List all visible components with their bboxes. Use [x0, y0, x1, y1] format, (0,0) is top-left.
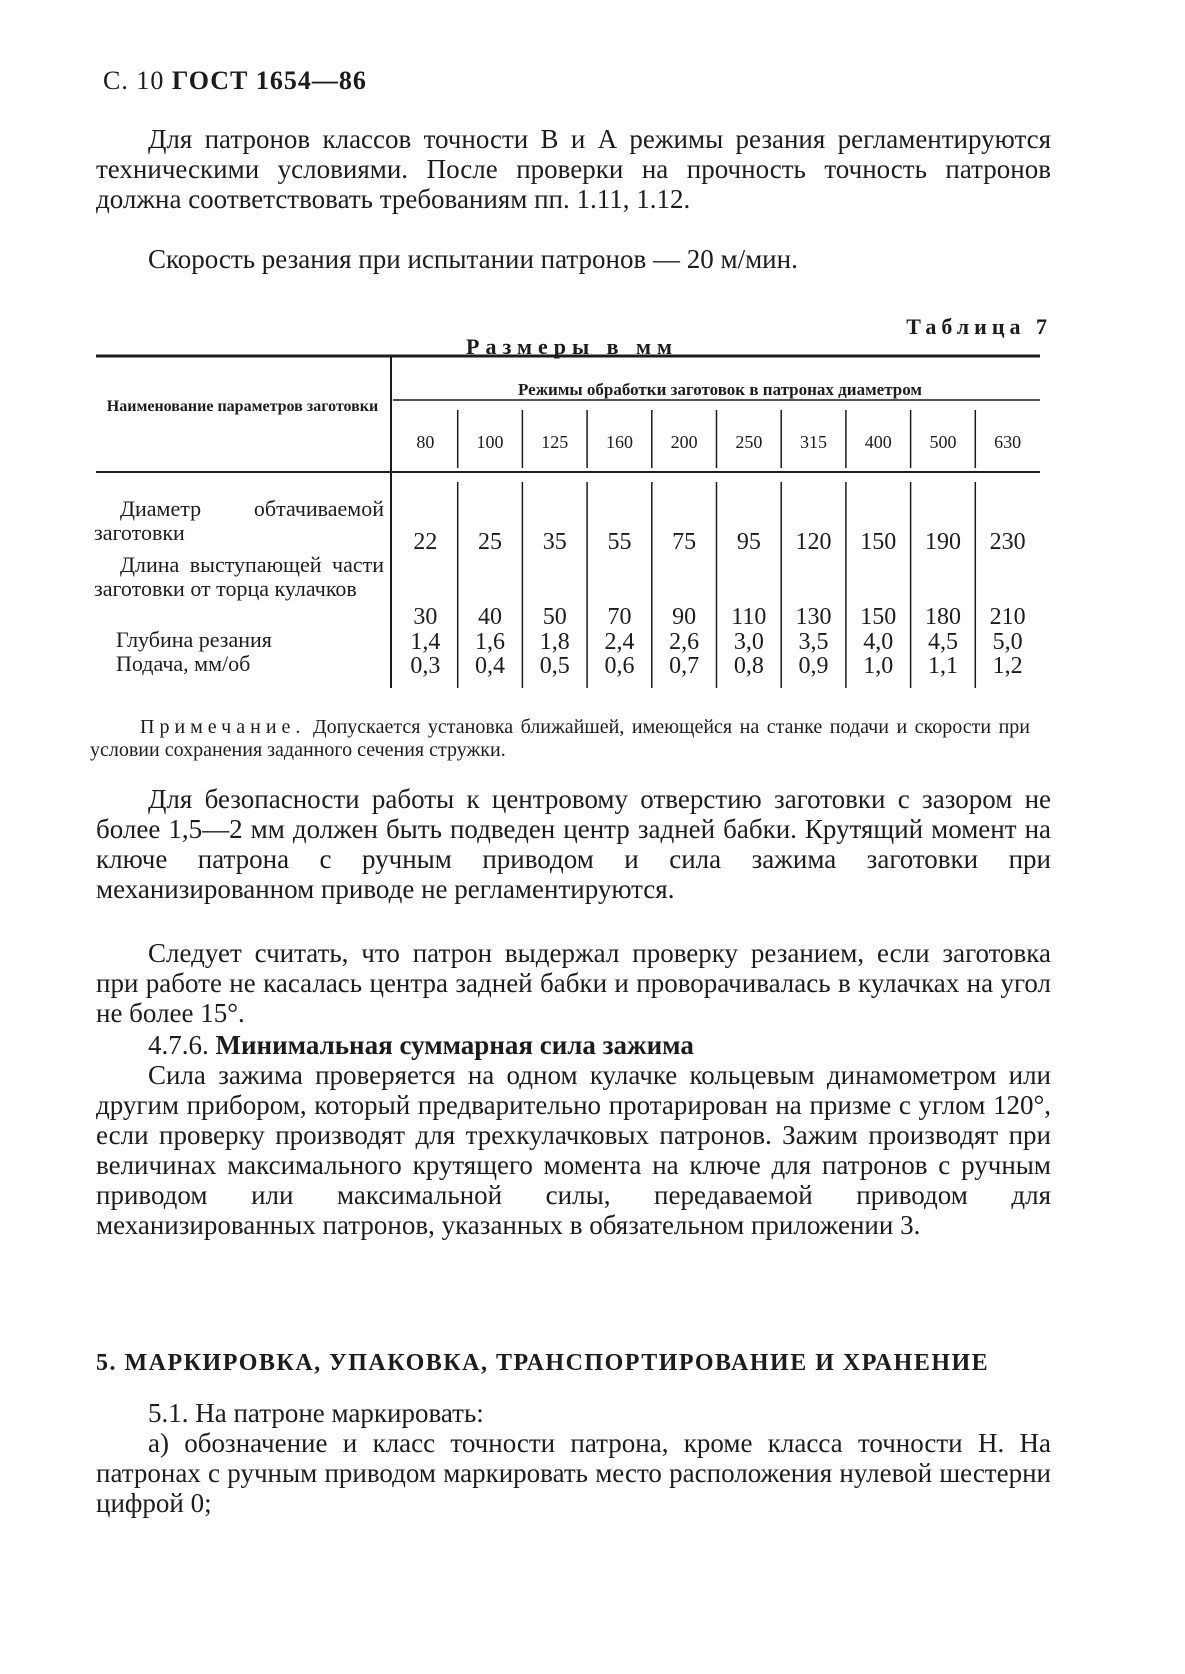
note-text: Допускается установка ближайшей, имеющейся на станке подачи и скорости при условии сохранения заданного сечения стружки.: [90, 716, 1030, 761]
cell-feed-250: 0,8: [733, 653, 764, 679]
cell-feed-400: 1,0: [863, 653, 894, 679]
cell-diameter-160: 55: [607, 529, 632, 555]
page-number: С. 10: [103, 66, 165, 95]
table-group-header: Режимы обработки заготовок в патронах диаметром: [518, 380, 922, 399]
row-label-length: Длина выступающей части заготовки от торца кулачков: [94, 552, 384, 601]
cell-length-100: 40: [478, 604, 503, 630]
row-label-depth: Глубина резания: [116, 627, 272, 652]
row-label-feed: Подача, мм/об: [116, 651, 251, 676]
diameter-header-315: 315: [800, 432, 828, 452]
cell-diameter-315: 120: [795, 529, 832, 555]
diameter-header-400: 400: [864, 432, 892, 452]
cell-length-315: 130: [795, 604, 832, 630]
cell-feed-160: 0,6: [604, 653, 635, 679]
row-label-diameter: Диаметр обтачиваемой заготовки: [94, 496, 384, 545]
diameter-header-200: 200: [670, 432, 698, 452]
cell-diameter-630: 230: [989, 529, 1026, 555]
paragraph-5-1: 5.1. На патроне маркировать:: [148, 1398, 484, 1428]
note-title: Примечание.: [140, 716, 306, 738]
cell-length-125: 50: [542, 604, 567, 630]
subsection-number: 4.7.6.: [148, 1030, 209, 1060]
diameter-header-160: 160: [605, 432, 633, 452]
standard-code: ГОСТ 1654—86: [171, 66, 367, 95]
cell-depth-200: 2,6: [669, 629, 700, 655]
cell-diameter-250: 95: [736, 529, 761, 555]
cell-diameter-80: 22: [413, 529, 438, 555]
cell-depth-125: 1,8: [539, 629, 570, 655]
cell-length-200: 90: [672, 604, 697, 630]
diameter-header-250: 250: [735, 432, 763, 452]
cell-feed-80: 0,3: [410, 653, 441, 679]
cell-length-160: 70: [607, 604, 632, 630]
cell-diameter-200: 75: [672, 529, 697, 555]
cell-depth-500: 4,5: [927, 629, 958, 655]
diameter-header-125: 125: [541, 432, 569, 452]
cell-feed-125: 0,5: [539, 653, 570, 679]
table-note: [90, 716, 1030, 762]
cell-feed-630: 1,2: [992, 653, 1023, 679]
cell-depth-80: 1,4: [410, 629, 441, 655]
subsection-title: Минимальная суммарная сила зажима: [215, 1030, 694, 1060]
paragraph-clamping-force: Сила зажима проверяется на одном кулачке кольцевым динамометром или другим прибором, который предварительно протарирован на призме с углом 120°, если проверку производят для трехкулачковых патронов. Зажим производят при величинах максимального крутящего момента на ключе для патронов с ручным приводом или максимальной силы, передаваемой приводом для механизированных патронов, указанных в обязательном приложении 3.: [96, 1060, 1051, 1240]
subsection-4-7-6: [96, 1030, 1051, 1060]
section-5-title: 5. МАРКИРОВКА, УПАКОВКА, ТРАНСПОРТИРОВАНИЕ И ХРАНЕНИЕ: [96, 1350, 990, 1376]
cell-length-80: 30: [413, 604, 438, 630]
paragraph-5-1-a: а) обозначение и класс точности патрона, кроме класса точности Н. На патронах с ручным приводом маркировать место расположения нулевой шестерни цифрой 0;: [96, 1428, 1051, 1518]
diameter-header-630: 630: [994, 432, 1022, 452]
cell-feed-500: 1,1: [927, 653, 958, 679]
diameter-header-80: 80: [416, 432, 435, 452]
table-param-header: Наименование параметров заготовки: [106, 398, 379, 415]
cell-depth-315: 3,5: [798, 629, 829, 655]
paragraph-accuracy-classes: Для патронов классов точности В и А режимы резания регламентируются техническими условиями. После проверки на прочность точность патронов должна соответствовать требованиям пп. 1.11, 1.12.: [96, 124, 1051, 214]
cell-length-400: 150: [860, 604, 897, 630]
diameter-header-100: 100: [476, 432, 504, 452]
cell-diameter-400: 150: [860, 529, 897, 555]
cell-length-250: 110: [731, 604, 767, 630]
table-caption: Таблица 7: [906, 314, 1052, 339]
cell-feed-100: 0,4: [475, 653, 506, 679]
cell-length-630: 210: [989, 604, 1026, 630]
cell-diameter-500: 190: [924, 529, 961, 555]
cell-feed-200: 0,7: [669, 653, 700, 679]
cell-depth-630: 5,0: [992, 629, 1023, 655]
diameter-header-500: 500: [929, 432, 957, 452]
table-units: Размеры в мм: [466, 334, 678, 359]
cell-depth-250: 3,0: [733, 629, 764, 655]
cell-length-500: 180: [924, 604, 961, 630]
cell-diameter-125: 35: [542, 529, 567, 555]
paragraph-cutting-speed: Скорость резания при испытании патронов — 20 м/мин.: [148, 244, 798, 274]
cell-depth-100: 1,6: [475, 629, 506, 655]
paragraph-safety: Для безопасности работы к центровому отверстию заготовки с зазором не более 1,5—2 мм должен быть подведен центр задней бабки. Крутящий момент на ключе патрона с ручным приводом и сила зажима заготовки при механизированном приводе не регламентируются.: [96, 784, 1051, 904]
cell-feed-315: 0,9: [798, 653, 829, 679]
cell-depth-160: 2,4: [604, 629, 635, 655]
paragraph-test-criteria: Следует считать, что патрон выдержал проверку резанием, если заготовка при работе не касалась центра задней бабки и проворачивалась в кулачках на угол не более 15°.: [96, 938, 1051, 1028]
cell-diameter-100: 25: [478, 529, 503, 555]
cell-depth-400: 4,0: [863, 629, 894, 655]
